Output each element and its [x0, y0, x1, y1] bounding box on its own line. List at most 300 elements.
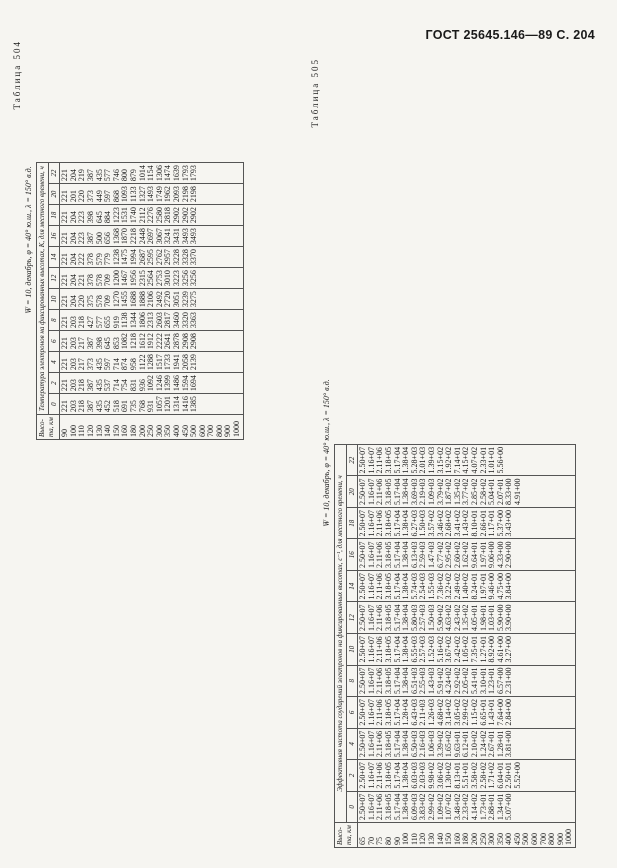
- time-header: 2: [48, 373, 60, 394]
- table-cell: 3.18+05: [383, 730, 393, 758]
- table-cell: 1.24+02: [478, 730, 488, 758]
- table-cell: 853: [111, 337, 121, 350]
- table-cell: 4.07+02: [469, 446, 479, 474]
- table-cell: 1474: [163, 165, 173, 182]
- table-cell: 2093: [171, 186, 181, 203]
- data-column: [60, 268, 243, 289]
- data-column: [358, 728, 576, 760]
- table-cell: 1.92+02: [444, 446, 454, 474]
- table-cell: 3.18+05: [383, 699, 393, 726]
- table-cell: 1.50+03: [426, 604, 436, 632]
- table-cell: 1.52+03: [426, 636, 436, 663]
- table-cell: 579: [94, 253, 104, 266]
- table-cell: 1.65+02: [444, 730, 454, 758]
- table-cell: 5.28+03: [409, 446, 419, 474]
- table-cell: 2.50+07: [358, 446, 368, 474]
- height-value: 90: [392, 837, 402, 845]
- table-cell: 1.17+01: [487, 509, 497, 537]
- table-cell: 2276: [146, 207, 156, 224]
- height-value: 900: [223, 425, 233, 437]
- table-cell: 204: [68, 295, 78, 308]
- height-value: 65: [358, 837, 368, 845]
- page-header: ГОСТ 25645.146—89 С. 204: [425, 28, 595, 42]
- table-cell: 8.24+01: [469, 572, 479, 600]
- table-cell: 2753: [154, 270, 164, 287]
- table-cell: 452: [103, 400, 113, 413]
- table-cell: 1912: [146, 333, 156, 350]
- table-cell: 4.15+02: [461, 446, 471, 474]
- table-cell: 3493: [180, 228, 190, 245]
- table-cell: 1.87+02: [444, 478, 454, 505]
- table-cell: 5.16+02: [435, 636, 445, 663]
- table-cell: 2.85+02: [469, 478, 479, 505]
- table-cell: 768: [137, 400, 147, 413]
- height-value: 150: [444, 833, 454, 845]
- table-cell: 1.55+03: [426, 572, 436, 600]
- table-cell: 1238: [111, 249, 121, 266]
- table-cell: 6.50+03: [409, 730, 419, 758]
- data-column: [358, 444, 576, 476]
- table-cell: 5.80+03: [409, 604, 419, 632]
- table-cell: 3.18+05: [383, 667, 393, 695]
- table-cell: 9.63+01: [452, 730, 462, 758]
- table-cell: 435: [94, 358, 104, 371]
- table-cell: 1082: [120, 333, 130, 350]
- table-cell: 2.11+06: [375, 447, 385, 474]
- table-cell: 373: [85, 190, 95, 203]
- table-cell: 3460: [171, 312, 181, 329]
- table-cell: 1.26+03: [426, 699, 436, 726]
- table-505-label: Таблица 505: [310, 58, 320, 128]
- table-cell: 577: [94, 316, 104, 329]
- table-cell: 645: [94, 211, 104, 224]
- table-cell: 3370: [189, 249, 199, 266]
- table-cell: 203: [68, 379, 78, 392]
- table-cell: 1467: [120, 270, 130, 287]
- table-cell: 1.39+03: [426, 446, 436, 474]
- table-cell: 2.11+06: [375, 510, 385, 537]
- time-header: 0: [346, 791, 358, 823]
- table-cell: 1.38+04: [401, 730, 411, 758]
- table-cell: 2.57+03: [418, 636, 428, 663]
- table-cell: 2720: [163, 291, 173, 308]
- table-cell: 3.46+02: [435, 509, 445, 537]
- height-value: 160: [452, 833, 462, 845]
- table-cell: 6.65+01: [478, 699, 488, 726]
- table-cell: 1.50+03: [418, 509, 428, 537]
- table-cell: 5.07+00: [504, 793, 514, 821]
- data-column: [60, 163, 243, 184]
- table-cell: 3.18+05: [383, 541, 393, 568]
- table-cell: 3.06+02: [435, 762, 445, 789]
- height-value: 120: [85, 425, 95, 437]
- table-cell: 6.13+03: [409, 541, 419, 568]
- table-cell: 1218: [128, 333, 138, 350]
- table-cell: 709: [103, 295, 113, 308]
- table-cell: 2.03+03: [418, 762, 428, 789]
- table-cell: 2315: [137, 270, 147, 287]
- time-header: 14: [48, 247, 60, 268]
- table-cell: 204: [68, 211, 78, 224]
- table-cell: 3.18+05: [383, 636, 393, 663]
- data-column: [60, 289, 243, 310]
- table-cell: 221: [60, 169, 70, 182]
- table-cell: 3.18+05: [383, 478, 393, 505]
- height-value: 250: [146, 425, 156, 437]
- table-cell: 709: [103, 274, 113, 287]
- table-cell: 3.05+02: [452, 699, 462, 726]
- table-cell: 2595: [146, 249, 156, 266]
- table-cell: 1399: [163, 375, 173, 392]
- table-cell: 204: [68, 274, 78, 287]
- table-cell: 2.11+06: [375, 541, 385, 568]
- table-cell: 3051: [171, 291, 181, 308]
- table-cell: 1994: [128, 249, 138, 266]
- table-cell: 2.57+03: [418, 604, 428, 632]
- table-cell: 221: [60, 232, 70, 245]
- table-cell: 1246: [154, 375, 164, 392]
- table-505-caption: W̄ = 10, декабрь, φ = 40° ю.ш., λ = 150° в.д.: [322, 379, 331, 527]
- table-cell: 2641: [163, 333, 173, 350]
- table-cell: 3.69+03: [409, 478, 419, 505]
- height-header: Высо- та, км: [335, 823, 358, 848]
- table-cell: 387: [85, 379, 95, 392]
- table-cell: 2564: [146, 270, 156, 287]
- height-value: 180: [461, 833, 471, 845]
- table-cell: 1.01+01: [487, 446, 497, 474]
- table-cell: 3.39+02: [435, 730, 445, 758]
- height-value: 250: [478, 833, 488, 845]
- table-cell: 931: [146, 400, 156, 413]
- table-cell: 2908: [189, 333, 199, 350]
- table-cell: 1416: [180, 396, 190, 413]
- height-value: 100: [401, 833, 411, 845]
- table-cell: 3067: [154, 228, 164, 245]
- table-cell: 4.05+01: [469, 604, 479, 632]
- table-cell: 1493: [146, 186, 156, 203]
- table-cell: 3256: [189, 270, 199, 287]
- table-cell: 221: [60, 274, 70, 287]
- table-cell: 5.17+04: [392, 446, 402, 474]
- table-cell: 1.03+01: [487, 604, 497, 632]
- data-column: [358, 665, 576, 697]
- table-cell: 3.79+02: [435, 478, 445, 505]
- table-cell: 373: [85, 358, 95, 371]
- table-cell: 1.06+03: [426, 730, 436, 758]
- table-cell: 1.43+02: [461, 509, 471, 537]
- table-cell: 2.55+03: [418, 667, 428, 695]
- table-cell: 1.38+04: [401, 793, 411, 821]
- height-value: 130: [426, 833, 436, 845]
- data-column: [60, 226, 243, 247]
- table-cell: 1.71+02: [487, 762, 497, 789]
- table-cell: 435: [94, 379, 104, 392]
- height-value: 180: [128, 425, 138, 437]
- height-value: 600: [530, 833, 540, 845]
- table-cell: 1.38+04: [401, 541, 411, 568]
- table-cell: 577: [103, 169, 113, 182]
- table-cell: 2.58+02: [478, 478, 488, 505]
- table-cell: 2.90+00: [504, 541, 514, 568]
- height-value: 700: [206, 425, 216, 437]
- table-cell: 217: [77, 337, 87, 350]
- table-cell: 6.77+02: [435, 541, 445, 568]
- table-cell: 221: [60, 316, 70, 329]
- table-cell: 9.46+00: [487, 572, 497, 600]
- table-cell: 8.33+00: [504, 478, 514, 505]
- table-cell: 2222: [154, 333, 164, 350]
- time-header: 14: [346, 570, 358, 602]
- height-value: 80: [383, 837, 393, 845]
- table-cell: 5.17+04: [392, 636, 402, 663]
- table-cell: 2.58+02: [478, 762, 488, 789]
- table-cell: 1344: [128, 312, 138, 329]
- height-value: 400: [504, 833, 514, 845]
- table-cell: 1133: [128, 186, 138, 203]
- table-cell: 746: [111, 169, 121, 182]
- table-cell: 218: [77, 379, 87, 392]
- table-cell: 1.35+02: [452, 478, 462, 505]
- table-cell: 874: [120, 358, 130, 371]
- height-value: 400: [171, 425, 181, 437]
- time-header: 2: [346, 760, 358, 792]
- table-cell: 2.50+01: [504, 762, 514, 789]
- table-cell: 3.18+05: [383, 604, 393, 632]
- table-cell: 936: [137, 379, 147, 392]
- table-cell: 1531: [120, 207, 130, 224]
- table-cell: 1.38+04: [401, 762, 411, 789]
- table-cell: 3.43+00: [504, 509, 514, 537]
- table-cell: 5.17+04: [392, 604, 402, 632]
- table-cell: 2106: [146, 291, 156, 308]
- table-cell: 2112: [137, 207, 147, 224]
- time-header: 6: [48, 331, 60, 352]
- data-column: [60, 205, 243, 226]
- table-cell: 1.73+01: [478, 793, 488, 821]
- table-cell: 2.50+07: [358, 699, 368, 726]
- table-cell: 800: [120, 169, 130, 182]
- table-cell: 3010: [163, 270, 173, 287]
- table-cell: 6.51+03: [409, 667, 419, 695]
- table-cell: 2.11+06: [375, 793, 385, 821]
- table-cell: 221: [60, 379, 70, 392]
- time-header: 16: [346, 539, 358, 571]
- table-cell: 3.18+05: [383, 572, 393, 600]
- table-cell: 1.34+01: [495, 793, 505, 821]
- table-cell: 3.10+01: [478, 667, 488, 695]
- table-cell: 2.99+02: [426, 793, 436, 821]
- table-cell: 1.38+04: [401, 572, 411, 600]
- height-value: 500: [189, 425, 199, 437]
- table-cell: 1694: [189, 375, 199, 392]
- table-cell: 2.50+07: [358, 762, 368, 789]
- table-cell: 217: [77, 358, 87, 371]
- table-cell: 221: [60, 190, 70, 203]
- table-cell: 919: [111, 316, 121, 329]
- table-cell: 1.28+04: [401, 699, 411, 726]
- table-cell: 3.81+00: [504, 730, 514, 758]
- data-column: [358, 507, 576, 539]
- table-cell: 223: [77, 211, 87, 224]
- table-cell: 3223: [171, 270, 181, 287]
- table-cell: 2580: [154, 207, 164, 224]
- table-cell: 4.14+02: [469, 793, 479, 821]
- height-value: 300: [487, 833, 497, 845]
- table-cell: 958: [128, 358, 138, 371]
- table-cell: 1.16+07: [366, 636, 376, 663]
- height-value: 800: [547, 833, 557, 845]
- time-header: 10: [346, 634, 358, 666]
- table-cell: 1956: [128, 270, 138, 287]
- table-cell: 387: [85, 232, 95, 245]
- table-cell: 2.92+02: [452, 667, 462, 695]
- height-value: 140: [435, 833, 445, 845]
- table-cell: 221: [60, 211, 70, 224]
- height-value: 130: [94, 425, 104, 437]
- table-cell: 2198: [180, 186, 190, 203]
- table-cell: 1.23+01: [487, 667, 497, 695]
- table-cell: 3.22+02: [444, 572, 454, 600]
- table-cell: 378: [85, 274, 95, 287]
- data-column: [358, 634, 576, 666]
- table-cell: 2.50+07: [358, 667, 368, 695]
- table-cell: 2.11+06: [375, 478, 385, 505]
- table-cell: 2902: [171, 207, 181, 224]
- height-value: 900: [555, 833, 565, 845]
- time-header: 12: [48, 268, 60, 289]
- table-cell: 2492: [154, 291, 164, 308]
- table-cell: 3320: [180, 312, 190, 329]
- table-cell: 1.38+04: [401, 509, 411, 537]
- height-column: [60, 415, 243, 440]
- table-cell: 518: [111, 400, 121, 413]
- table-504-grid: [36, 162, 244, 440]
- height-value: 75: [375, 837, 385, 845]
- height-value: 110: [409, 833, 419, 845]
- table-cell: 221: [60, 253, 70, 266]
- table-cell: 1612: [137, 333, 147, 350]
- table-cell: 435: [94, 169, 104, 182]
- table-cell: 3.14+02: [444, 699, 454, 726]
- height-value: 450: [180, 425, 190, 437]
- data-column: [358, 602, 576, 634]
- table-cell: 3.27+00: [504, 636, 514, 663]
- data-column: [358, 570, 576, 602]
- table-cell: 1.16+07: [366, 730, 376, 758]
- height-header: Высо- та, км: [37, 415, 60, 440]
- table-cell: 1740: [128, 207, 138, 224]
- table-cell: 1486: [171, 375, 181, 392]
- table-cell: 2.66+01: [478, 509, 488, 537]
- height-value: 350: [495, 833, 505, 845]
- table-cell: 645: [103, 337, 113, 350]
- table-cell: 3.41+02: [452, 509, 462, 537]
- table-cell: 2.84+00: [504, 699, 514, 726]
- table-cell: 1.35+02: [461, 604, 471, 632]
- height-value: 350: [163, 425, 173, 437]
- time-header: 20: [346, 476, 358, 508]
- table-504-label: Таблица 504: [12, 40, 22, 110]
- table-cell: 2.49+02: [452, 572, 462, 600]
- table-cell: 1806: [137, 312, 147, 329]
- table-cell: 1594: [180, 375, 190, 392]
- height-value: 200: [137, 425, 147, 437]
- table-cell: 398: [94, 337, 104, 350]
- table-cell: 2908: [180, 333, 190, 350]
- table-cell: 5.56+00: [495, 446, 505, 474]
- table-cell: 879: [128, 169, 138, 182]
- table-cell: 2.11+06: [375, 699, 385, 726]
- table-cell: 3256: [180, 270, 190, 287]
- table-cell: 5.17+04: [392, 762, 402, 789]
- table-cell: 3.67+02: [444, 636, 454, 663]
- table-cell: 7.36+02: [435, 572, 445, 600]
- table-cell: 2.05+02: [461, 667, 471, 695]
- table-cell: 1.05+02: [461, 636, 471, 663]
- table-cell: 1.16+07: [366, 572, 376, 600]
- table-cell: 8.92+00: [487, 636, 497, 663]
- table-cell: 4.61+00: [495, 636, 505, 663]
- height-value: 70: [366, 837, 376, 845]
- table-cell: 1.15+02: [469, 699, 479, 726]
- data-column: [358, 539, 576, 571]
- table-cell: 8.10+01: [469, 509, 479, 537]
- table-cell: 3228: [171, 249, 181, 266]
- table-cell: 6.04+01: [495, 762, 505, 789]
- table-cell: 1093: [120, 186, 130, 203]
- table-cell: 2.50+07: [358, 730, 368, 758]
- table-cell: 2.33+02: [461, 793, 471, 821]
- table-cell: 203: [68, 400, 78, 413]
- table-cell: 1.28+01: [495, 730, 505, 758]
- table-cell: 2.60+02: [452, 541, 462, 568]
- table-cell: 3.18+05: [383, 762, 393, 789]
- table-cell: 5.51+01: [461, 762, 471, 789]
- table-cell: 537: [103, 379, 113, 392]
- table-cell: 735: [128, 400, 138, 413]
- table-cell: 7.14+01: [452, 446, 462, 474]
- table-cell: 1200: [111, 270, 121, 287]
- table-cell: 2448: [137, 228, 147, 245]
- table-cell: 203: [68, 337, 78, 350]
- table-cell: 387: [85, 337, 95, 350]
- data-column: [60, 310, 243, 331]
- table-cell: 3363: [189, 312, 199, 329]
- height-value: 140: [103, 425, 113, 437]
- table-cell: 597: [103, 190, 113, 203]
- height-value: 600: [197, 425, 207, 437]
- table-cell: 1014: [137, 165, 147, 182]
- table-cell: 6.27+03: [409, 509, 419, 537]
- table-cell: 3431: [171, 228, 181, 245]
- time-header: 8: [48, 310, 60, 331]
- table-cell: 5.17+04: [392, 699, 402, 726]
- table-cell: 204: [68, 232, 78, 245]
- table-cell: 1793: [180, 165, 190, 182]
- table-cell: 1.98+01: [478, 604, 488, 632]
- table-cell: 2.54+03: [418, 572, 428, 600]
- table-cell: 3.83+02: [418, 793, 428, 821]
- table-cell: 5.52+00: [512, 762, 522, 789]
- table-cell: 1057: [154, 396, 164, 413]
- table-cell: 449: [94, 190, 104, 203]
- table-cell: 1385: [189, 396, 199, 413]
- table-cell: 1.38+04: [401, 446, 411, 474]
- table-cell: 5.74+03: [409, 572, 419, 600]
- table-cell: 884: [103, 211, 113, 224]
- table-cell: 223: [77, 232, 87, 245]
- data-column: [358, 697, 576, 729]
